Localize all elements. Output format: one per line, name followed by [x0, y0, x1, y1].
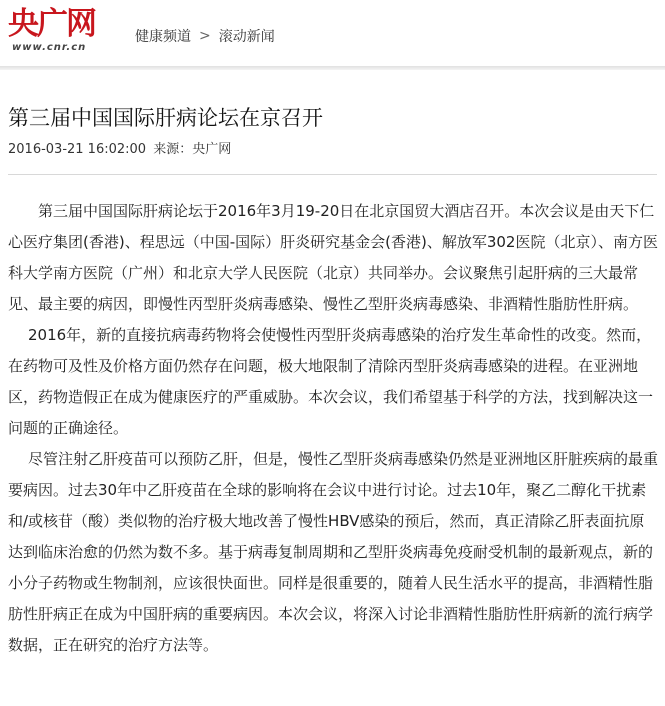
chevron-right-icon: > — [199, 28, 211, 44]
article-title: 第三届中国国际肝病论坛在京召开 — [8, 106, 323, 130]
source-label: 来源： — [153, 142, 193, 157]
article-body — [8, 196, 658, 661]
site-header — [0, 0, 665, 68]
article-datetime: 2016-03-21 16:02:00 — [8, 142, 147, 157]
article-paragraph: 第三届中国国际肝病论坛于2016年3月19-20日在北京国贸大酒店召开。本次会议是由天下仁心医疗集团(香港)、程思远（中国-国际）肝炎研究基金会(香港)、解放军302医院（北京）、南方医科大学南方医院（广州）和北京大学人民医院（北京）共同举办。会议聚焦引起肝病的三大最常见、最主要的病因，即慢性丙型肝炎病毒感染、慢性乙型肝炎病毒感染、非酒精性脂肪性肝病。 — [8, 202, 658, 313]
content-divider — [8, 174, 657, 175]
article-source: 央广网 — [192, 142, 232, 157]
breadcrumb-section-link[interactable]: 滚动新闻 — [218, 29, 275, 45]
logo-english-text: www.cnr.cn — [12, 42, 87, 53]
breadcrumb-channel-link[interactable]: 健康频道 — [135, 29, 191, 45]
header-divider — [0, 66, 665, 70]
article-header — [8, 100, 658, 160]
article-meta — [8, 140, 658, 160]
site-logo[interactable] — [8, 6, 118, 56]
logo-chinese-text: 央广网 — [8, 6, 95, 42]
breadcrumb — [135, 26, 275, 46]
article-paragraph: 尽管注射乙肝疫苗可以预防乙肝，但是，慢性乙型肝炎病毒感染仍然是亚洲地区肝脏疾病的最重要病因。过去30年中乙肝疫苗在全球的影响将在会议中进行讨论。过去10年，聚乙二醇化干扰素和/或核苷（酸）类似物的治疗极大地改善了慢性HBV感染的预后，然而，真正清除乙肝表面抗原 达到临床治愈的仍然为数不多。基于病毒复制周期和乙型肝炎病毒免疫耐受机制的最新观点，新的小分子药物或生物制剂，应该很快面世。同样是很重要的，随着人民生活水平的提高，非酒精性脂肪性肝病正在成为中国肝病的重要病因。本次会议，将深入讨论非酒精性脂肪性肝病新的流行病学数据，正在研究的治疗方法等。 — [8, 450, 659, 654]
article-paragraph: 2016年，新的直接抗病毒药物将会使慢性丙型肝炎病毒感染的治疗发生革命性的改变。然而，在药物可及性及价格方面仍然存在问题，极大地限制了清除丙型肝炎病毒感染的进程。在亚洲地区，药物造假正在成为健康医疗的严重威胁。本次会议，我们希望基于科学的方法，找到解决这一问题的正确途径。 — [8, 326, 654, 437]
